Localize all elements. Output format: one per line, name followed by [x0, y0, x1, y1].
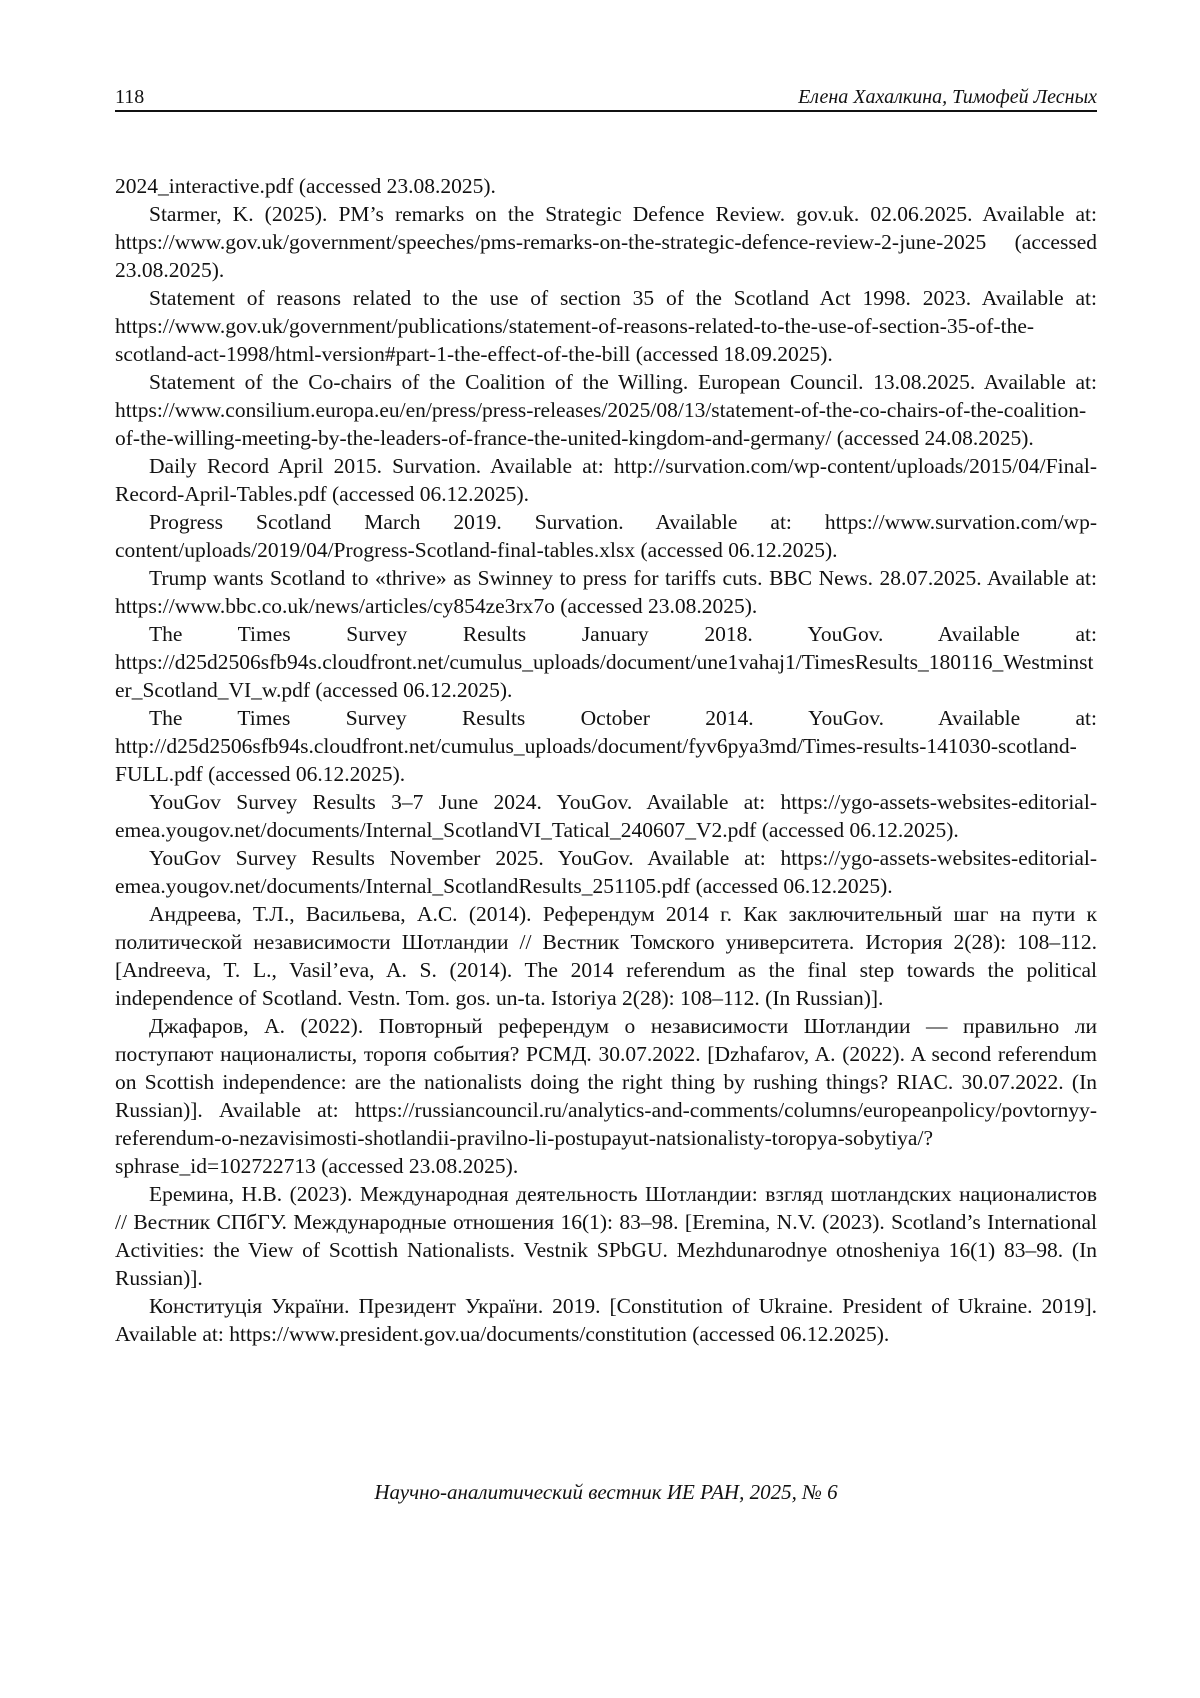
- reference-item: 2024_interactive.pdf (accessed 23.08.2025).: [115, 174, 496, 198]
- reference-item: Progress Scotland March 2019. Survation. Available at: https://www.survation.com/wp-content/uploads/2019/04/Progress-Scotland-final-tables.xlsx (accessed 06.12.2025).: [115, 510, 1097, 562]
- reference-item: Statement of the Co-chairs of the Coalition of the Willing. European Council. 13.08.2025. Available at: https://www.consilium.europa.eu/en/press/press-releases/2025/08/13/statement-of-the-co-chairs-of-the-coalition-of-the-willing-meeting-by-the-leaders-of-france-the-united-kingdom-and-germany/ (accessed 24.08.2025).: [115, 370, 1097, 450]
- running-footer-journal: Научно-аналитический вестник ИЕ РАН, 2025, № 6: [374, 1480, 838, 1504]
- reference-item: Starmer, K. (2025). PM’s remarks on the Strategic Defence Review. gov.uk. 02.06.2025. Available at: https://www.gov.uk/government/speeches/pms-remarks-on-the-strategic-defence-review-2-june-2025 (accessed 23.08.2025).: [115, 202, 1097, 282]
- reference-item: Statement of reasons related to the use of section 35 of the Scotland Act 1998. 2023. Available at: https://www.gov.uk/government/publications/statement-of-reasons-related-to-the-use-of-section-35-of-the-scotland-act-1998/html-version#part-1-the-effect-of-the-bill (accessed 18.09.2025).: [115, 286, 1097, 366]
- reference-item: YouGov Survey Results 3–7 June 2024. YouGov. Available at: https://ygo-assets-websites-editorial-emea.yougov.net/documents/Internal_ScotlandVI_Tatical_240607_V2.pdf (accessed 06.12.2025).: [115, 790, 1097, 842]
- reference-item: Trump wants Scotland to «thrive» as Swinney to press for tariffs cuts. BBC News. 28.07.2025. Available at: https://www.bbc.co.uk/news/articles/cy854ze3rx7o (accessed 23.08.2025).: [115, 566, 1097, 618]
- reference-item: Андреева, Т.Л., Васильева, А.С. (2014). Референдум 2014 г. Как заключительный шаг на пути к политической независимости Шотландии // Вестник Томского университета. История 2(28): 108–112. [Andreeva, T. L., Vasil’eva, A. S. (2014). The 2014 referendum as the final step towards the political independence of Scotland. Vestn. Tom. gos. un-ta. Istoriya 2(28): 108–112. (In Russian)].: [115, 902, 1097, 1010]
- reference-item: Джафаров, А. (2022). Повторный референдум о независимости Шотландии — правильно ли поступают националисты, торопя события? РСМД. 30.07.2022. [Dzhafarov, A. (2022). A second referendum on Scottish independence: are the nationalists doing the right thing by rushing things? RIAC. 30.07.2022. (In Russian)]. Available at: https://russiancouncil.ru/analytics-and-comments/columns/europeanpolicy/povtornyy-referendum-o-nezavisimosti-shotlandii-pravilno-li-postupayut-natsionalisty-toropya-sobytiya/?sphrase_id=102722713 (accessed 23.08.2025).: [115, 1014, 1097, 1178]
- running-header: [115, 84, 1097, 112]
- running-header-authors: Елена Хахалкина, Тимофей Лесных: [798, 86, 1097, 108]
- reference-item: YouGov Survey Results November 2025. YouGov. Available at: https://ygo-assets-websites-editorial-emea.yougov.net/documents/Internal_ScotlandResults_251105.pdf (accessed 06.12.2025).: [115, 846, 1097, 898]
- page-number: 118: [115, 86, 145, 108]
- reference-item: The Times Survey Results January 2018. YouGov. Available at: https://d25d2506sfb94s.cloudfront.net/cumulus_uploads/document/une1vahaj1/TimesResults_180116_Westminster_Scotland_VI_w.pdf (accessed 06.12.2025).: [115, 622, 1097, 702]
- reference-item: The Times Survey Results October 2014. YouGov. Available at: http://d25d2506sfb94s.cloudfront.net/cumulus_uploads/document/fyv6pya3md/Times-results-141030-scotland-FULL.pdf (accessed 06.12.2025).: [115, 706, 1097, 786]
- reference-item: Конституція України. Президент України. 2019. [Constitution of Ukraine. President of Ukraine. 2019]. Available at: https://www.president.gov.ua/documents/constitution (accessed 06.12.2025).: [115, 1294, 1097, 1346]
- reference-list: [115, 172, 1097, 1348]
- reference-item: Daily Record April 2015. Survation. Available at: http://survation.com/wp-content/uploads/2015/04/Final-Record-April-Tables.pdf (accessed 06.12.2025).: [115, 454, 1097, 506]
- reference-item: Еремина, Н.В. (2023). Международная деятельность Шотландии: взгляд шотландских националистов // Вестник СПбГУ. Международные отношения 16(1): 83–98. [Eremina, N.V. (2023). Scotland’s International Activities: the View of Scottish Nationalists. Vestnik SPbGU. Mezhdunarodnye otnosheniya 16(1) 83–98. (In Russian)].: [115, 1182, 1097, 1290]
